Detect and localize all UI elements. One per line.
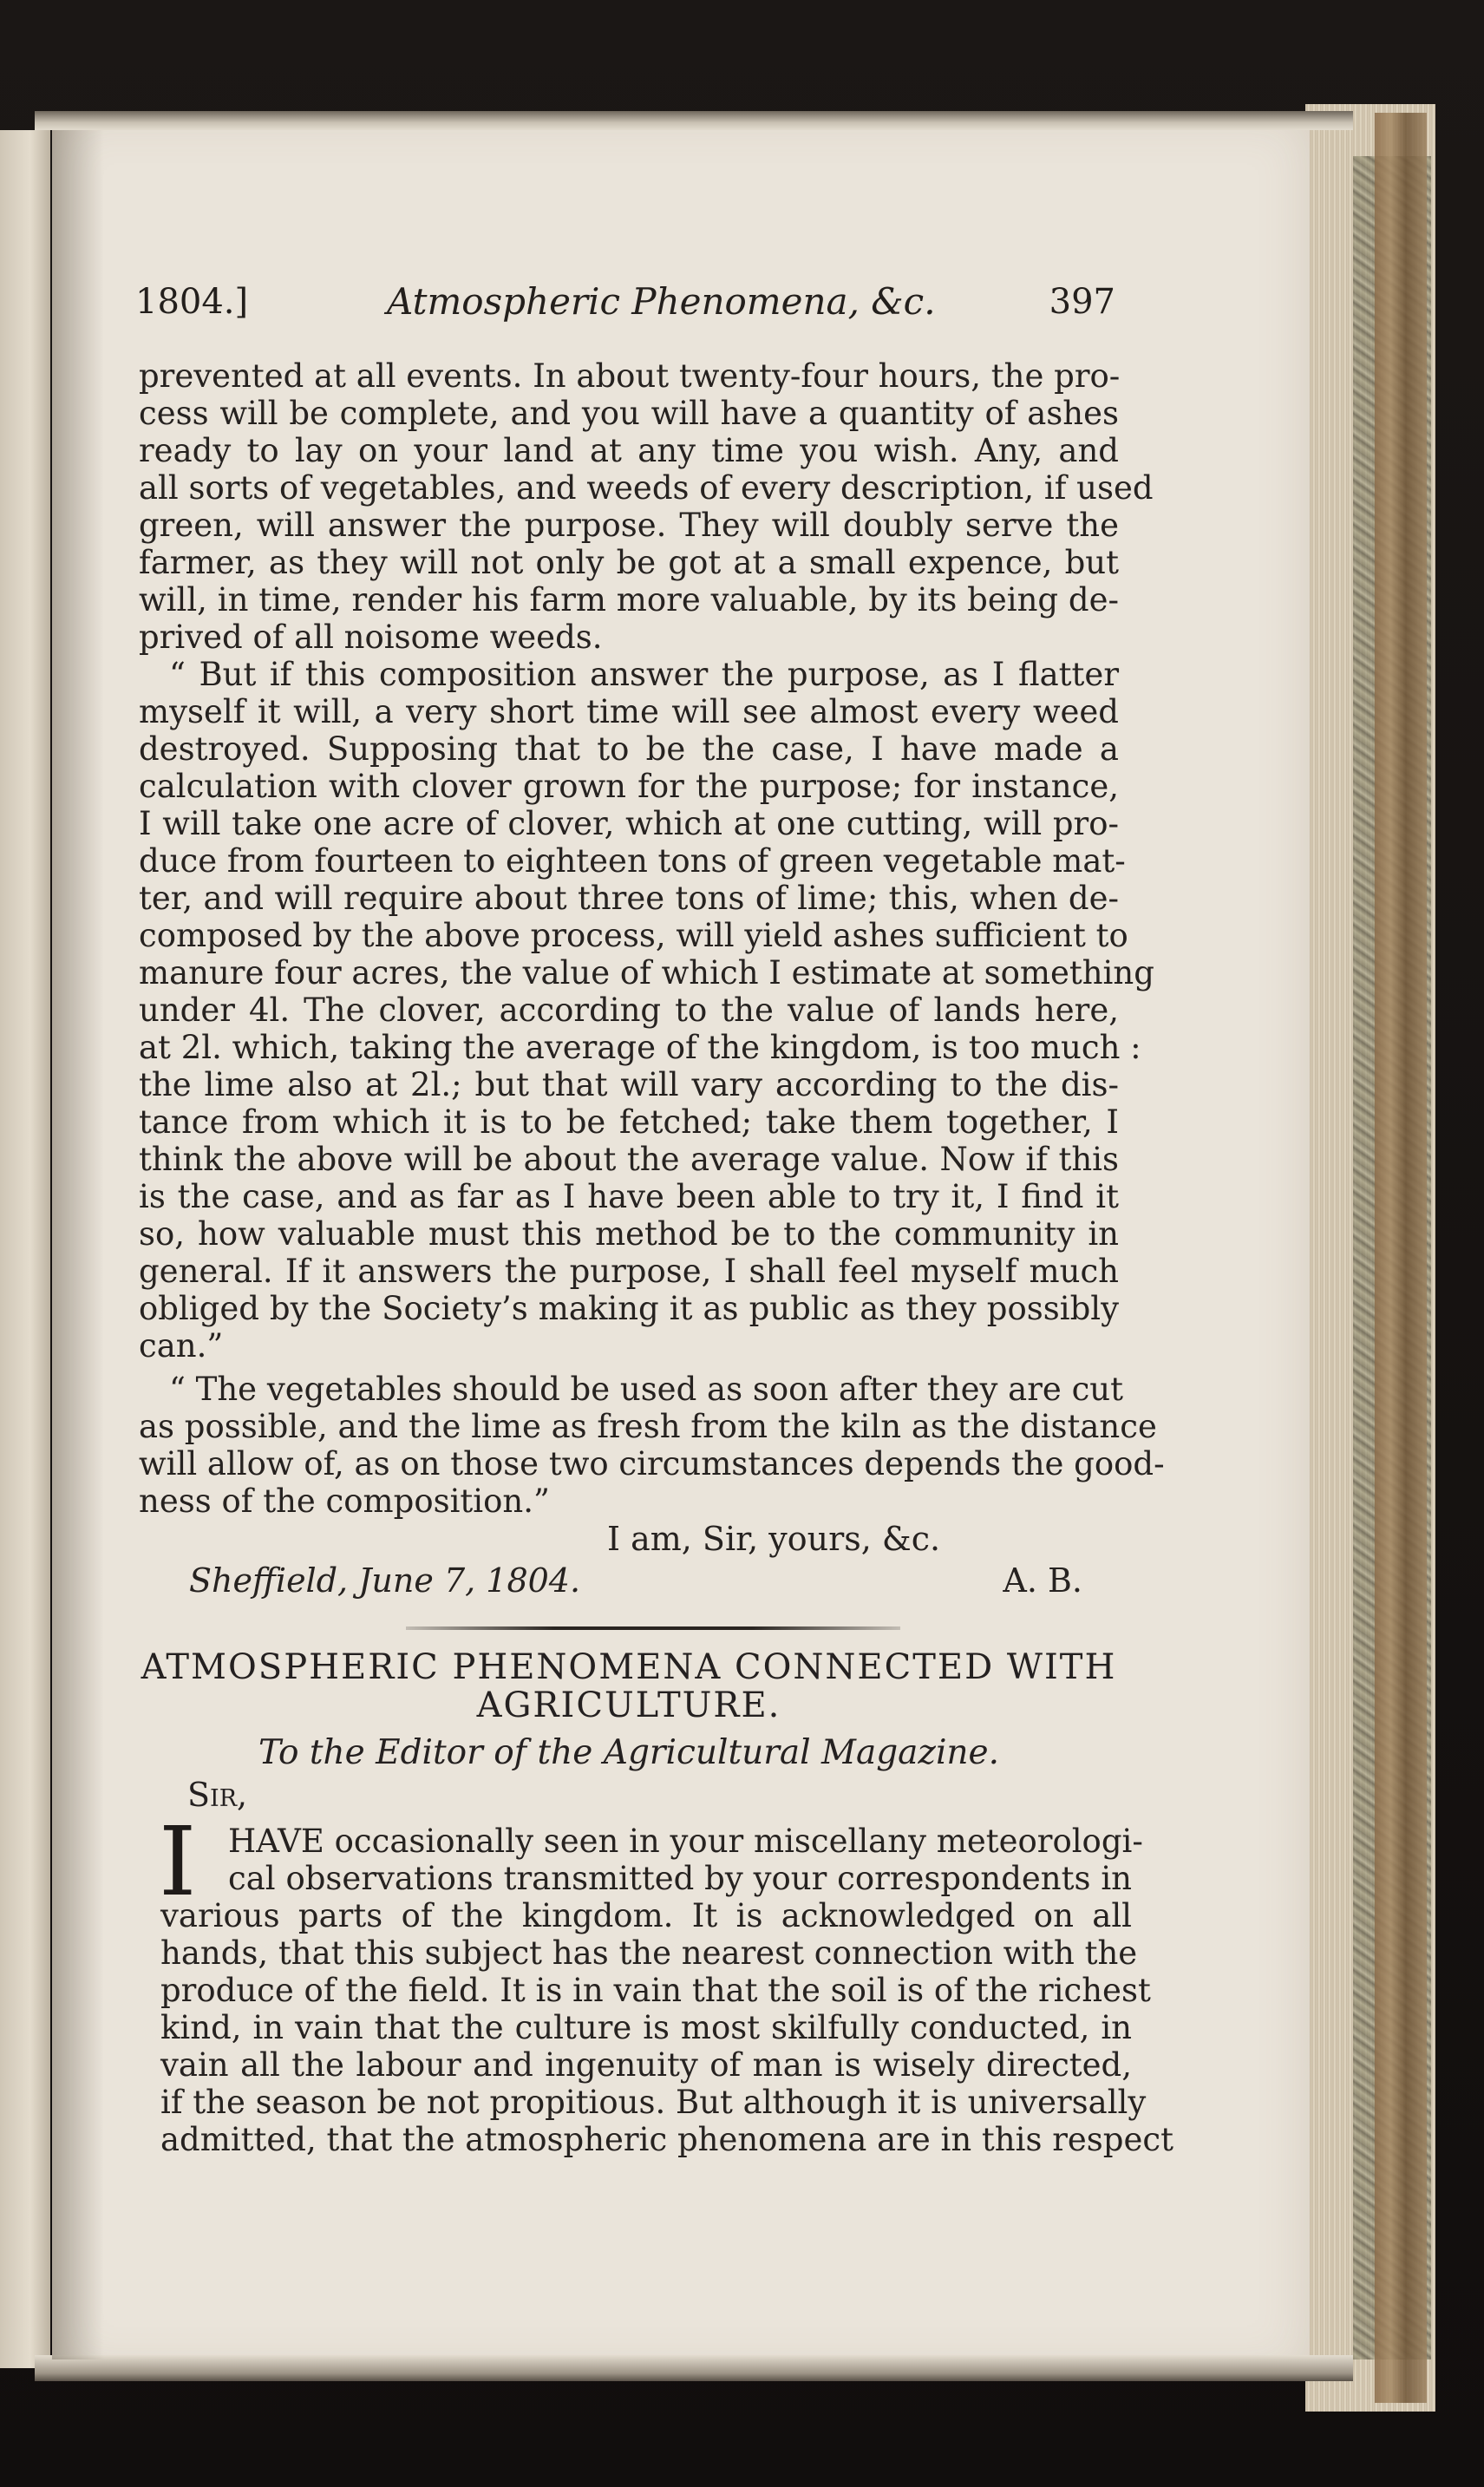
text-line: manure four acres, the value of which I estimate at something xyxy=(139,954,1154,992)
text-line: “ But if this composition answer the purpose, as I flatter xyxy=(169,656,1119,693)
text-line: think the above will be about the average value. Now if this xyxy=(139,1141,1119,1178)
text-line: green, will answer the purpose. They will doubly serve the xyxy=(139,507,1119,544)
text-line: is the case, and as far as I have been able to try it, I find it xyxy=(139,1178,1119,1215)
text-line: HAVE occasionally seen in your miscellany meteorologi- xyxy=(228,1823,1143,1860)
text-line: I will take one acre of clover, which at one cutting, will pro- xyxy=(139,805,1119,842)
article-title-line-2: AGRICULTURE. xyxy=(476,1685,781,1725)
page-number: 397 xyxy=(1049,282,1115,322)
editor-address: To the Editor of the Agricultural Magazine. xyxy=(258,1733,1000,1772)
text-line: duce from fourteen to eighteen tons of green vegetable mat- xyxy=(139,842,1126,880)
text-line: obliged by the Society’s making it as public as they possibly xyxy=(139,1290,1119,1327)
text-line: ready to lay on your land at any time you wish. Any, and xyxy=(139,432,1119,469)
section-divider xyxy=(406,1626,900,1630)
page-bottom-edge xyxy=(35,2355,1353,2381)
text-line: if the season be not propitious. But although it is universally xyxy=(160,2084,1147,2121)
running-head-title: Atmospheric Phenomena, &c. xyxy=(387,280,936,323)
place-date: Sheffield, June 7, 1804. xyxy=(189,1561,581,1600)
text-line: vain all the labour and ingenuity of man is wisely directed, xyxy=(160,2046,1132,2084)
place-date-line xyxy=(189,1561,1082,1600)
text-line: cess will be complete, and you will have a quantity of ashes xyxy=(139,395,1119,432)
text-line: farmer, as they will not only be got at a small expence, but xyxy=(139,544,1119,581)
text-line: as possible, and the lime as fresh from the kiln as the distance xyxy=(139,1408,1157,1445)
text-line: kind, in vain that the culture is most skilfully conducted, in xyxy=(160,2009,1132,2046)
text-line: prevented at all events. In about twenty-four hours, the pro- xyxy=(139,357,1121,395)
text-line: at 2l. which, taking the average of the kingdom, is too much : xyxy=(139,1029,1141,1066)
text-line: under 4l. The clover, according to the value of lands here, xyxy=(139,992,1119,1029)
article-title xyxy=(139,1648,1119,1725)
text-line: ness of the composition.” xyxy=(139,1482,550,1520)
text-line: myself it will, a very short time will see almost every weed xyxy=(139,693,1119,730)
author-initials: A. B. xyxy=(1003,1561,1082,1600)
text-line: all sorts of vegetables, and weeds of every description, if used xyxy=(139,469,1154,507)
text-line: can.” xyxy=(139,1327,224,1365)
text-line: ter, and will require about three tons of lime; this, when de- xyxy=(139,880,1119,917)
text-line: the lime also at 2l.; but that will vary according to the dis- xyxy=(139,1066,1119,1103)
text-line: will allow of, as on those two circumstances depends the good- xyxy=(139,1445,1165,1482)
left-page-edge xyxy=(0,130,50,2368)
text-line: tance from which it is to be fetched; take them together, I xyxy=(139,1103,1119,1141)
text-line: cal observations transmitted by your correspondents in xyxy=(228,1860,1132,1897)
text-line: destroyed. Supposing that to be the case, I have made a xyxy=(139,730,1119,768)
text-line: composed by the above process, will yield ashes sufficient to xyxy=(139,917,1128,954)
text-line: prived of all noisome weeds. xyxy=(139,618,603,656)
text-line: admitted, that the atmospheric phenomena are in this respect xyxy=(160,2121,1173,2158)
closing-line: I am, Sir, yours, &c. xyxy=(607,1520,941,1558)
page-top-edge xyxy=(35,111,1353,130)
text-line: will, in time, render his farm more valuable, by its being de- xyxy=(139,581,1119,618)
gutter-shadow xyxy=(52,130,104,2359)
article-title-line-1: ATMOSPHERIC PHENOMENA CONNECTED WITH xyxy=(141,1647,1117,1687)
text-line: general. If it answers the purpose, I shall feel myself much xyxy=(139,1253,1119,1290)
text-line: various parts of the kingdom. It is acknowledged on all xyxy=(160,1897,1132,1934)
drop-cap: I xyxy=(159,1806,197,1917)
text-line: so, how valuable must this method be to the community in xyxy=(139,1215,1119,1253)
leather-cover-edge xyxy=(1375,113,1427,2403)
text-line: calculation with clover grown for the purpose; for instance, xyxy=(139,768,1119,805)
text-line: hands, that this subject has the nearest connection with the xyxy=(160,1934,1138,1972)
text-line: “ The vegetables should be used as soon after they are cut xyxy=(169,1371,1124,1408)
running-head-year: 1804.] xyxy=(135,282,249,322)
text-line: produce of the field. It is in vain that the soil is of the richest xyxy=(160,1972,1151,2009)
running-head xyxy=(135,276,1115,328)
salutation: Sir, xyxy=(187,1776,248,1814)
